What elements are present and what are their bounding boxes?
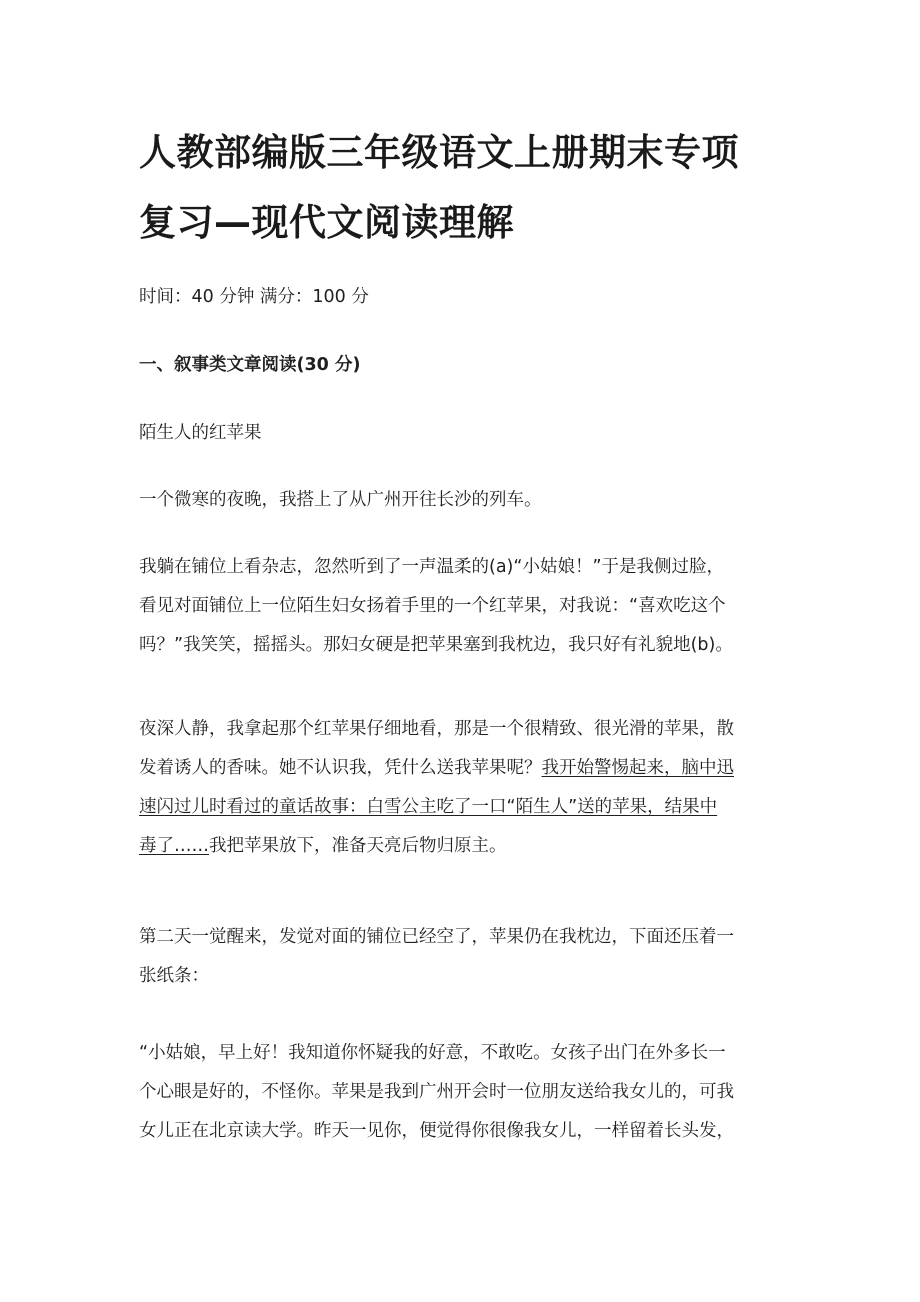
paragraph-3-text: 发着诱人的香味。她不认识我，凭什么送我苹果呢？: [139, 758, 542, 778]
paragraph-3-ending: 我把苹果放下，准备天亮后物归原主。: [209, 836, 507, 856]
paragraph-4-line-1: 第二天一觉醒来，发觉对面的铺位已经空了，苹果仍在我枕边，下面还压着一: [139, 927, 734, 947]
paragraph-5: [139, 1034, 779, 1151]
paragraph-2: [139, 548, 779, 665]
underlined-passage-start: 我开始警惕起来，脑中迅: [541, 758, 734, 778]
paragraph-5-line-1: “小姑娘，早上好！我知道你怀疑我的好意，不敢吃。女孩子出门在外多长一: [139, 1043, 726, 1063]
paragraph-1: 一个微寒的夜晚，我搭上了从广州开往长沙的列车。: [139, 490, 542, 510]
title-line-1: 人教部编版三年级语文上册期末专项: [139, 131, 739, 174]
paragraph-2-line-2: 看见对面铺位上一位陌生妇女扬着手里的一个红苹果，对我说：“喜欢吃这个: [139, 596, 726, 616]
paragraph-2-line-1: 我躺在铺位上看杂志，忽然听到了一声温柔的(a)“小姑娘！”于是我侧过脸，: [139, 557, 725, 577]
paragraph-3: [139, 710, 779, 866]
section-heading: 一、叙事类文章阅读(30 分): [139, 355, 361, 375]
paragraph-5-line-3: 女儿正在北京读大学。昨天一见你，便觉得你很像我女儿，一样留着长头发，: [139, 1121, 734, 1141]
underlined-passage-end: 毒了……: [139, 836, 209, 856]
paragraph-3-line-2: [139, 749, 779, 788]
article-title: 陌生人的红苹果: [139, 423, 262, 443]
paragraph-4: [139, 918, 779, 996]
underlined-passage-middle: 速闪过儿时看过的童话故事：白雪公主吃了一口“陌生人”送的苹果，结果中: [139, 797, 718, 817]
exam-meta: 时间：40 分钟 满分：100 分: [139, 287, 369, 307]
document-title: [139, 118, 779, 258]
title-line-2: 复习—现代文阅读理解: [139, 201, 514, 244]
paragraph-5-line-2: 个心眼是好的，不怪你。苹果是我到广州开会时一位朋友送给我女儿的，可我: [139, 1082, 734, 1102]
paragraph-3-line-4: [139, 827, 779, 866]
paragraph-4-line-2: 张纸条：: [139, 966, 209, 986]
paragraph-3-line-1: 夜深人静，我拿起那个红苹果仔细地看，那是一个很精致、很光滑的苹果，散: [139, 719, 734, 739]
paragraph-2-line-3: 吗？”我笑笑，摇摇头。那妇女硬是把苹果塞到我枕边，我只好有礼貌地(b)。: [139, 635, 733, 655]
